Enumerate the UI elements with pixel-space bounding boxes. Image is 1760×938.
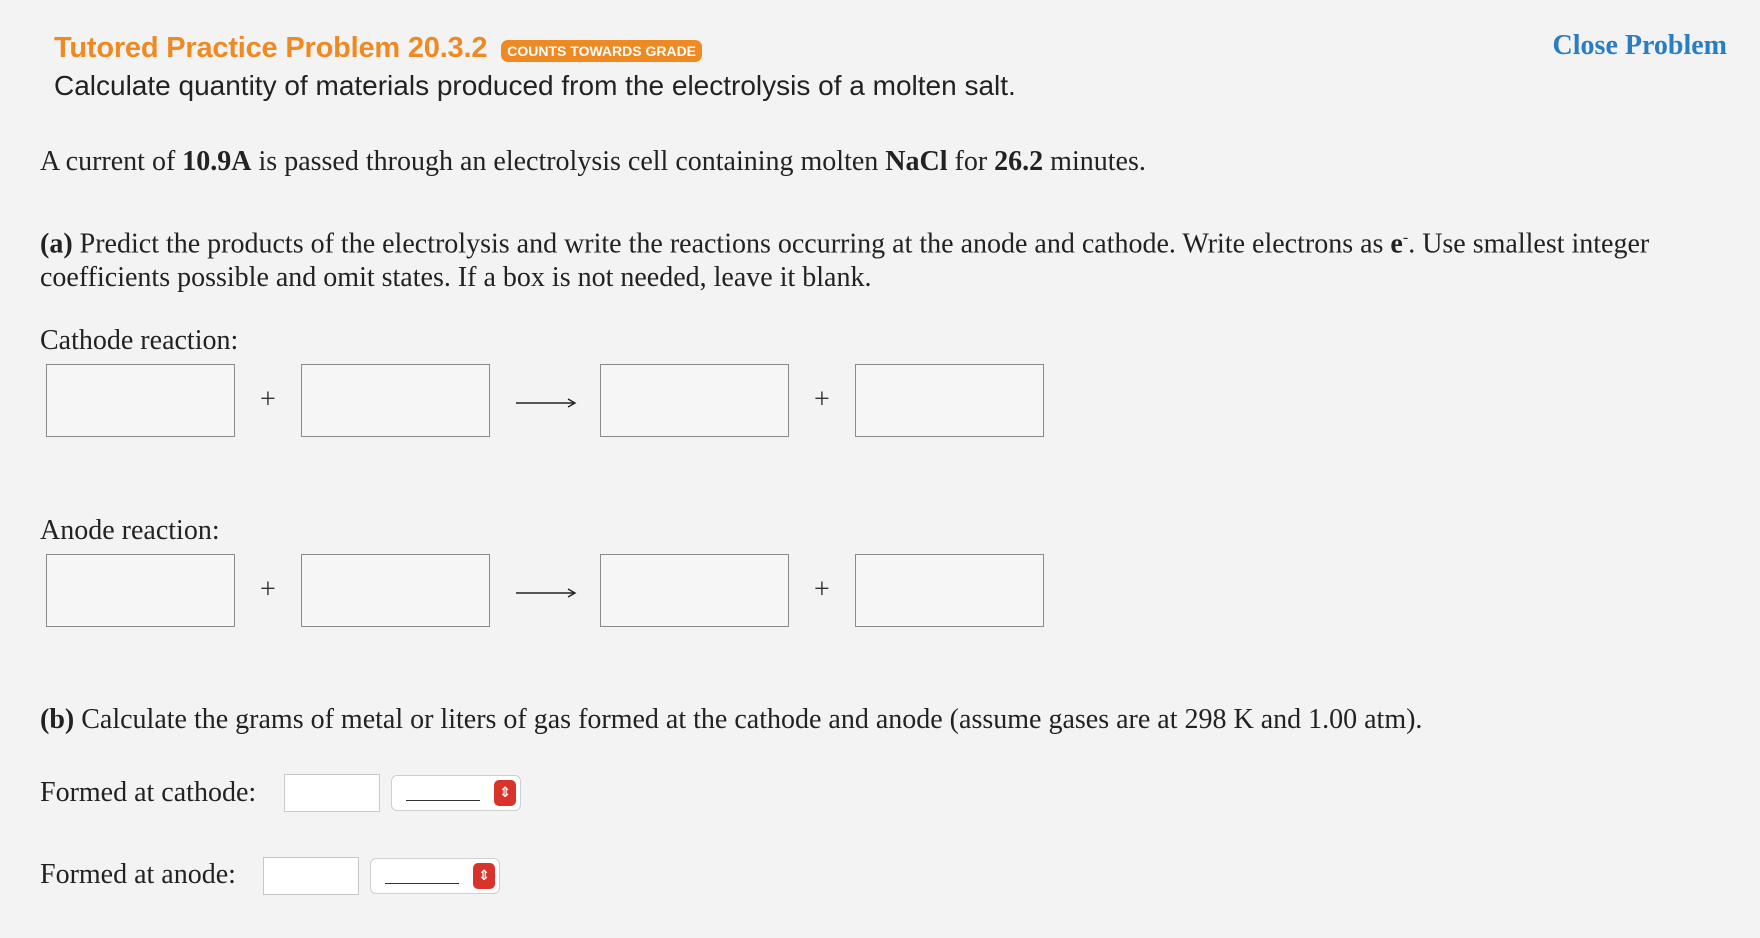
anode-reactant-2-box[interactable] bbox=[301, 554, 490, 627]
cathode-amount-input[interactable] bbox=[284, 774, 380, 812]
problem-subtitle: Calculate quantity of materials produced from the electrolysis of a molten salt. bbox=[54, 70, 1016, 101]
title-row bbox=[54, 28, 1016, 68]
time-value: 26.2 bbox=[994, 146, 1044, 177]
part-a-label: (a) bbox=[40, 228, 73, 260]
formed-at-anode-label: Formed at anode: bbox=[40, 859, 236, 890]
plus-sign: + bbox=[260, 574, 276, 605]
statement-text: is passed through an electrolysis cell containing molten bbox=[251, 146, 886, 177]
cathode-unit-select[interactable] bbox=[391, 775, 521, 811]
cathode-reactant-2-box[interactable] bbox=[301, 364, 490, 437]
anode-unit-select[interactable] bbox=[370, 858, 500, 894]
statement-text: for bbox=[947, 146, 995, 177]
reaction-arrow-icon bbox=[516, 588, 578, 598]
electron-charge: - bbox=[1402, 229, 1409, 246]
compound-formula: NaCl bbox=[885, 146, 948, 177]
anode-reaction-label: Anode reaction: bbox=[40, 515, 220, 546]
current-value: 10.9A bbox=[182, 146, 252, 177]
anode-amount-input[interactable] bbox=[263, 857, 359, 895]
part-a-instructions bbox=[40, 221, 1730, 295]
updown-caret-icon: ⇕ bbox=[473, 863, 495, 889]
formed-at-cathode-label: Formed at cathode: bbox=[40, 777, 257, 808]
part-b-text: Calculate the grams of metal or liters of gas formed at the cathode and anode (assume gases are at 298 K and 1.00 atm). bbox=[74, 704, 1423, 735]
reaction-arrow-icon bbox=[516, 398, 578, 408]
part-b-instructions bbox=[40, 703, 1730, 737]
cathode-product-2-box[interactable] bbox=[855, 364, 1044, 437]
cathode-reaction-label: Cathode reaction: bbox=[40, 325, 239, 356]
problem-header bbox=[54, 28, 1016, 102]
problem-statement bbox=[40, 145, 1146, 179]
unit-placeholder-line bbox=[385, 883, 459, 884]
anode-product-1-box[interactable] bbox=[600, 554, 789, 627]
part-a-text: Predict the products of the electrolysis and write the reactions occurring at the anode and cathode. Write electrons as bbox=[72, 228, 1391, 260]
cathode-reactant-1-box[interactable] bbox=[46, 364, 235, 437]
problem-title: Tutored Practice Problem 20.3.2 bbox=[54, 31, 488, 64]
part-a-text: . Use smallest integer coefficients possible and omit states. If a box is not needed, leave it blank. bbox=[40, 228, 1650, 294]
electron-symbol: e bbox=[1390, 228, 1403, 260]
updown-caret-icon: ⇕ bbox=[494, 780, 516, 806]
close-problem-link[interactable]: Close Problem bbox=[1552, 30, 1727, 61]
grade-badge: COUNTS TOWARDS GRADE bbox=[501, 40, 702, 62]
statement-text: A current of bbox=[40, 146, 183, 177]
plus-sign: + bbox=[260, 384, 276, 415]
anode-product-2-box[interactable] bbox=[855, 554, 1044, 627]
plus-sign: + bbox=[814, 574, 830, 605]
part-b-label: (b) bbox=[40, 704, 75, 735]
anode-reactant-1-box[interactable] bbox=[46, 554, 235, 627]
plus-sign: + bbox=[814, 384, 830, 415]
statement-text: minutes. bbox=[1043, 146, 1146, 177]
unit-placeholder-line bbox=[406, 800, 480, 801]
cathode-product-1-box[interactable] bbox=[600, 364, 789, 437]
